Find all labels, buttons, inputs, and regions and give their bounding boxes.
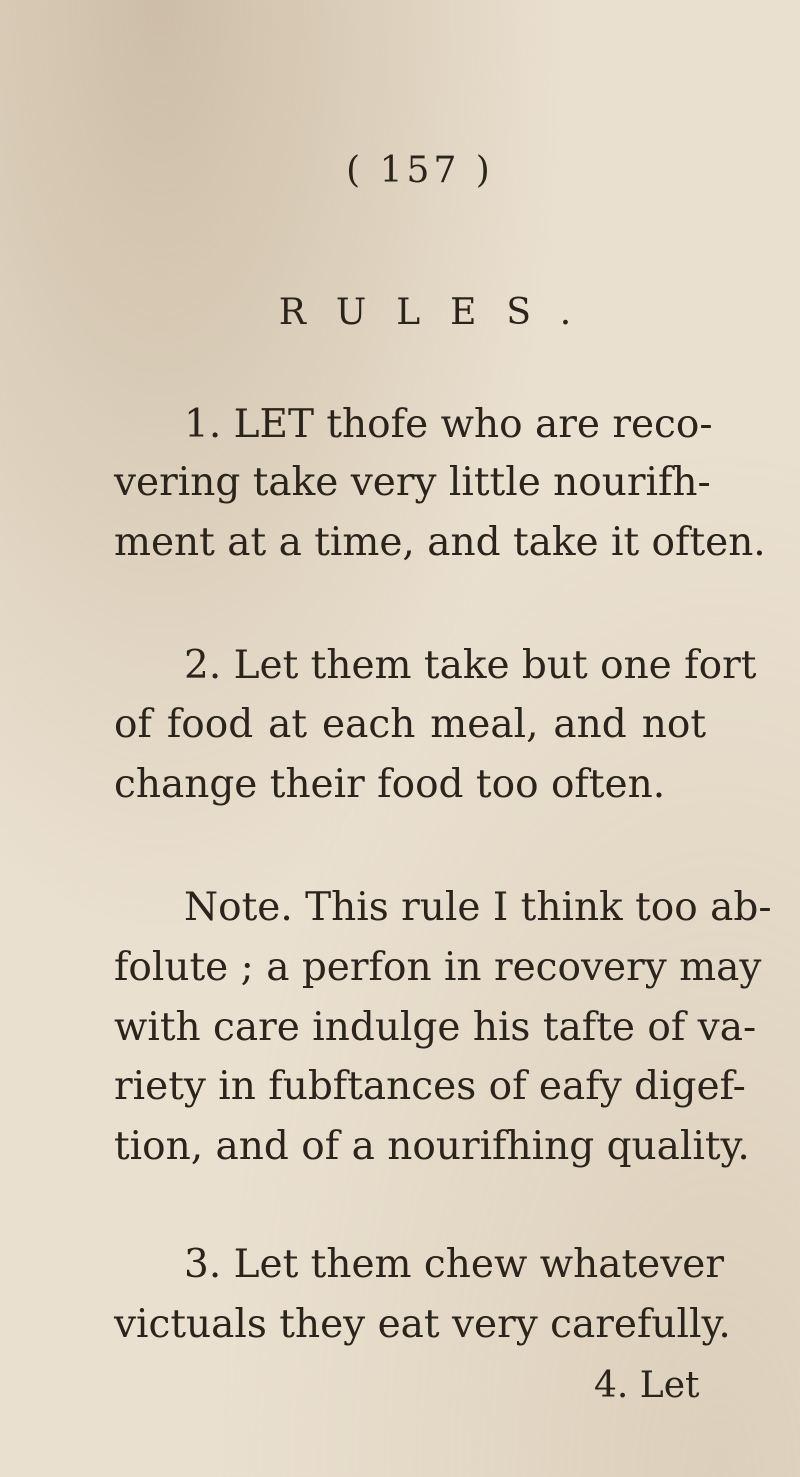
note-line-5: tion, and of a nourifhing quality. (114, 1124, 750, 1169)
page-number: ( 157 ) (346, 150, 494, 191)
rule-3-line-1: 3. Let them chew whatever (184, 1242, 724, 1287)
rule-1-line-2: vering take very little nourifh- (114, 460, 711, 505)
rule-2-line-3: change their food too often. (114, 762, 666, 807)
note-line-3: with care indulge his tafte of va- (114, 1005, 757, 1050)
rule-2-line-1: 2. Let them take but one fort (184, 643, 757, 688)
rule-1-line-3: ment at a time, and take it often. (114, 520, 766, 565)
section-title: RULES. (278, 292, 602, 333)
note-line-2: folute ; a perfon in recovery may (114, 945, 762, 990)
rule-2-line-2: of food at each meal, and not (114, 702, 706, 747)
rule-1-line-1: 1. LET thofe who are reco- (184, 402, 713, 447)
rule-3-line-2: victuals they eat very carefully. (114, 1302, 731, 1347)
note-line-4: riety in fubftances of eafy digef- (114, 1064, 746, 1109)
catchword: 4. Let (594, 1365, 700, 1406)
note-line-1: Note. This rule I think too ab- (184, 885, 772, 930)
